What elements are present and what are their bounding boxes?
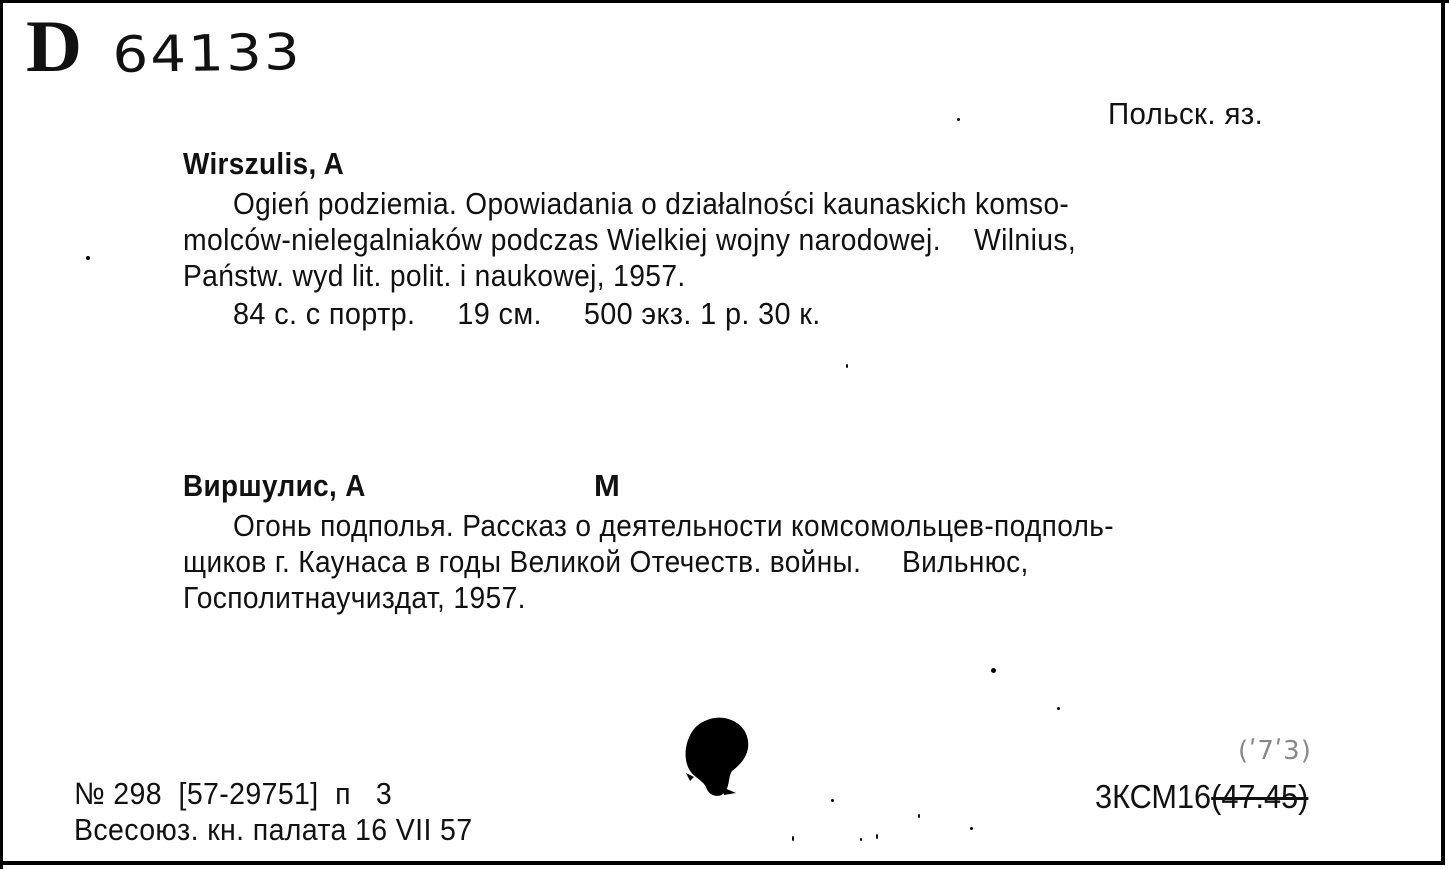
speck: [792, 836, 794, 841]
speck: [860, 838, 862, 841]
speck: [86, 256, 90, 260]
entry-russian-mark: М: [594, 468, 621, 503]
entry-russian-line-3: Госполитнаучиздат, 1957.: [183, 580, 526, 615]
entry-russian-line-2: щиков г. Каунаса в годы Великой Отечеств. войны. Вильнюс,: [183, 544, 1029, 579]
faint-handwritten-code: (ʹ7ʹ3): [1238, 736, 1312, 766]
entry-polish-line-3: Państw. wyd lit. polit. i naukowej, 1957.: [183, 258, 686, 293]
speck: [876, 834, 878, 839]
entry-russian-author: Виршулис, А: [183, 468, 366, 503]
entry-russian-line-1: Огонь подполья. Рассказ о деятельности комсомольцев-подполь-: [233, 508, 1114, 543]
catalog-letter: D: [26, 6, 83, 88]
book-chamber-line: Всесоюз. кн. палата 16 VII 57: [74, 812, 473, 847]
speck: [991, 668, 996, 673]
struck-classification-code: (47.45): [1211, 778, 1309, 815]
record-number: № 298 [57-29751] п 3: [74, 776, 393, 811]
entry-polish-line-1: Ogień podziemia. Opowiadania o działalności kaunaskich komso-: [233, 186, 1070, 221]
speck: [846, 364, 848, 368]
speck: [970, 827, 973, 830]
card-left-border: [0, 0, 3, 869]
speck: [1057, 707, 1060, 710]
entry-polish-line-2: molców-nielegalniaków podczas Wielkiej wojny narodowej. Wilnius,: [183, 222, 1077, 257]
speck: [831, 799, 834, 802]
ink-blot-mark: [680, 715, 760, 800]
speck: [918, 814, 920, 818]
entry-polish-physical-description: 84 с. с портр. 19 см. 500 экз. 1 р. 30 к.: [233, 296, 821, 331]
classification-code: 3КСМ16: [1095, 778, 1212, 815]
card-top-border: [0, 0, 1449, 3]
speck: [957, 118, 960, 121]
entry-polish-author: Wirszulis, A: [183, 146, 345, 181]
classification-code-group: [1095, 780, 1308, 813]
language-note: Польск. яз.: [1108, 96, 1264, 131]
handwritten-accession-number: 64133: [111, 23, 303, 84]
